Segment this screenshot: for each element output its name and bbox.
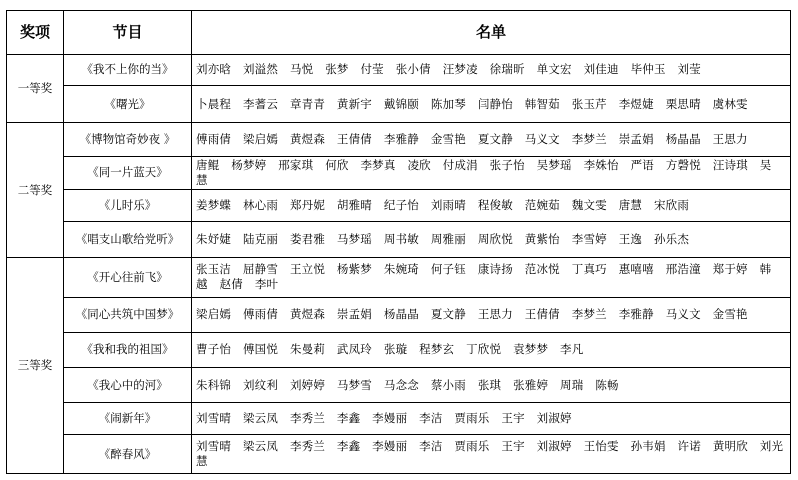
participant-name: 戴锦颐 <box>383 96 419 111</box>
participant-name: 单文宏 <box>536 62 572 77</box>
participant-name: 吴慧 <box>196 157 772 187</box>
participant-name: 王思力 <box>712 131 748 146</box>
participant-name: 李煜婕 <box>618 96 654 111</box>
names-cell <box>192 85 791 122</box>
program-cell: 《开心往前飞》 <box>64 258 192 298</box>
participant-name: 李梦兰 <box>571 131 607 146</box>
names-cell <box>192 156 791 189</box>
participant-name: 张玉洁 <box>196 262 232 277</box>
participant-name: 傅雨倩 <box>242 307 279 322</box>
award-list-table <box>6 10 791 474</box>
header-row <box>7 11 791 55</box>
participant-name: 李凡 <box>560 342 584 357</box>
participant-name: 张子怡 <box>489 157 525 172</box>
participant-name: 杨晶晶 <box>665 131 701 146</box>
participant-name: 陈畅 <box>595 377 619 392</box>
participant-name: 黄煜森 <box>289 131 326 146</box>
participant-name: 韩智茹 <box>524 96 560 111</box>
participant-name: 刘光慧 <box>196 439 784 469</box>
participant-name: 吴梦瑶 <box>536 157 572 172</box>
participant-name: 闫静怡 <box>477 96 513 111</box>
participant-name: 李秀兰 <box>289 411 326 426</box>
participant-name: 朱曼莉 <box>289 342 326 357</box>
participant-name: 唐鲲 <box>196 157 220 172</box>
participant-name: 李鑫 <box>336 439 361 454</box>
participant-name: 纪子怡 <box>383 197 419 212</box>
participant-name: 王宇 <box>501 439 525 454</box>
participant-name: 周书敏 <box>383 231 419 246</box>
participant-name: 刘莹 <box>677 62 701 77</box>
participant-name: 张小倩 <box>395 62 431 77</box>
participant-name: 周瑞 <box>560 377 584 392</box>
participant-name: 范婉茹 <box>524 197 560 212</box>
participant-name: 王倩倩 <box>336 131 373 146</box>
table-row <box>7 297 791 332</box>
participant-name: 王倩倩 <box>524 307 560 322</box>
participant-name: 马念念 <box>383 377 419 392</box>
program-cell: 《醉春风》 <box>64 435 192 474</box>
participant-name: 韩越 <box>196 262 772 292</box>
participant-name: 金雪艳 <box>430 131 466 146</box>
participant-name: 马义文 <box>524 131 560 146</box>
participant-name: 刘雪晴 <box>196 411 232 426</box>
program-cell: 《我心中的河》 <box>64 368 192 403</box>
participant-name: 王宇 <box>501 411 525 426</box>
participant-name: 郑丹妮 <box>289 197 326 212</box>
names-cell <box>192 332 791 367</box>
names-cell <box>192 189 791 221</box>
participant-name: 黄明欣 <box>712 439 748 454</box>
participant-name: 何欣 <box>325 157 349 172</box>
participant-name: 刘雨晴 <box>430 197 466 212</box>
participant-name: 刘婷婷 <box>289 377 326 392</box>
program-cell: 《我不上你的当》 <box>64 55 192 86</box>
names-cell <box>192 368 791 403</box>
participant-name: 林心雨 <box>242 197 279 212</box>
participant-name: 宋欣雨 <box>653 197 690 212</box>
participant-name: 崇孟娟 <box>618 131 654 146</box>
participant-name: 李雅静 <box>383 131 419 146</box>
participant-name: 陈加琴 <box>430 96 466 111</box>
participant-name: 周欣悦 <box>477 231 513 246</box>
participant-name: 武凤玲 <box>336 342 373 357</box>
participant-name: 娄君雅 <box>289 231 326 246</box>
participant-name: 丁欣悦 <box>466 342 502 357</box>
participant-name: 栗思晴 <box>665 96 701 111</box>
participant-name: 刘溢然 <box>242 62 279 77</box>
names-cell <box>192 403 791 435</box>
table-row <box>7 403 791 435</box>
participant-name: 梁云凤 <box>242 439 279 454</box>
participant-name: 范冰悦 <box>524 262 560 277</box>
table-row <box>7 221 791 257</box>
participant-name: 刘淑婷 <box>536 439 572 454</box>
names-cell <box>192 55 791 86</box>
participant-name: 李洁 <box>419 411 443 426</box>
participant-name: 许诺 <box>677 439 701 454</box>
names-cell <box>192 258 791 298</box>
participant-name: 章青青 <box>289 96 326 111</box>
participant-name: 梁启嫣 <box>196 307 232 322</box>
participant-name: 刘亦晗 <box>196 62 232 77</box>
participant-name: 张琪 <box>477 377 502 392</box>
participant-name: 郑于婷 <box>712 262 748 277</box>
participant-name: 凌欣 <box>407 157 431 172</box>
participant-name: 张梦 <box>325 62 349 77</box>
participant-name: 胡雅晴 <box>336 197 373 212</box>
program-cell: 《同一片蓝天》 <box>64 156 192 189</box>
participant-name: 惠嘻嘻 <box>618 262 654 277</box>
names-cell <box>192 297 791 332</box>
participant-name: 李蓍云 <box>242 96 279 111</box>
participant-name: 孙韦娟 <box>630 439 666 454</box>
participant-name: 李姝怡 <box>583 157 619 172</box>
participant-name: 周雅丽 <box>430 231 466 246</box>
program-cell: 《博物馆奇妙夜 》 <box>64 123 192 156</box>
participant-name: 李雪婷 <box>571 231 607 246</box>
participant-name: 姜梦蝶 <box>196 197 232 212</box>
participant-name: 汪诗琪 <box>712 157 748 172</box>
participant-name: 付成涓 <box>442 157 478 172</box>
participant-name: 魏文雯 <box>571 197 607 212</box>
participant-name: 马梦瑶 <box>336 231 373 246</box>
participant-name: 屈静雪 <box>242 262 279 277</box>
award-level-cell: 一等奖 <box>7 55 64 123</box>
participant-name: 虞林雯 <box>712 96 748 111</box>
participant-name: 王立悦 <box>289 262 326 277</box>
program-cell: 《唱支山歌给党听》 <box>64 221 192 257</box>
header-award: 奖项 <box>7 11 64 55</box>
participant-name: 李梦兰 <box>571 307 607 322</box>
table-row <box>7 189 791 221</box>
participant-name: 张雅婷 <box>513 377 549 392</box>
participant-name: 李梦真 <box>360 157 396 172</box>
participant-name: 梁启嫣 <box>242 131 279 146</box>
participant-name: 马义文 <box>665 307 701 322</box>
names-cell <box>192 221 791 257</box>
table-row <box>7 156 791 189</box>
header-program: 节目 <box>64 11 192 55</box>
participant-name: 刘纹利 <box>242 377 279 392</box>
participant-name: 李鑫 <box>336 411 361 426</box>
participant-name: 陆克丽 <box>242 231 279 246</box>
participant-name: 刘佳迪 <box>583 62 619 77</box>
header-names: 名单 <box>192 11 791 55</box>
participant-name: 刘淑婷 <box>536 411 572 426</box>
participant-name: 孙乐杰 <box>653 231 690 246</box>
program-cell: 《同心共筑中国梦》 <box>64 297 192 332</box>
program-cell: 《曙光》 <box>64 85 192 122</box>
participant-name: 何子钰 <box>430 262 466 277</box>
participant-name: 丁真巧 <box>571 262 607 277</box>
participant-name: 李嫚丽 <box>372 439 408 454</box>
participant-name: 毕仲玉 <box>630 62 666 77</box>
program-cell: 《我和我的祖国》 <box>64 332 192 367</box>
participant-name: 邢家琪 <box>278 157 314 172</box>
table-body <box>7 55 791 474</box>
participant-name: 刘雪晴 <box>196 439 232 454</box>
participant-name: 李嫚丽 <box>372 411 408 426</box>
participant-name: 汪梦凌 <box>442 62 478 77</box>
participant-name: 王逸 <box>618 231 643 246</box>
table-row <box>7 55 791 86</box>
participant-name: 赵倩 <box>219 277 243 292</box>
participant-name: 邢浩潼 <box>665 262 701 277</box>
participant-name: 马梦雪 <box>336 377 373 392</box>
program-cell: 《儿时乐》 <box>64 189 192 221</box>
participant-name: 程俊敏 <box>477 197 513 212</box>
participant-name: 李洁 <box>419 439 443 454</box>
participant-name: 傅国悦 <box>242 342 279 357</box>
participant-name: 崇孟娟 <box>336 307 373 322</box>
participant-name: 杨晶晶 <box>383 307 419 322</box>
table-row <box>7 435 791 474</box>
participant-name: 李秀兰 <box>289 439 326 454</box>
participant-name: 张玉芹 <box>571 96 607 111</box>
table-row <box>7 258 791 298</box>
participant-name: 傅雨倩 <box>196 131 232 146</box>
participant-name: 徐瑞昕 <box>489 62 525 77</box>
participant-name: 夏文静 <box>430 307 466 322</box>
participant-name: 黄煜森 <box>289 307 326 322</box>
participant-name: 杨梦婷 <box>231 157 267 172</box>
participant-name: 张璇 <box>383 342 408 357</box>
participant-name: 卜晨程 <box>196 96 232 111</box>
participant-name: 严语 <box>630 157 654 172</box>
table-row <box>7 332 791 367</box>
participant-name: 康诗扬 <box>477 262 513 277</box>
participant-name: 杨紫梦 <box>336 262 373 277</box>
participant-name: 朱妤婕 <box>196 231 232 246</box>
participant-name: 唐慧 <box>618 197 643 212</box>
program-cell: 《闹新年》 <box>64 403 192 435</box>
participant-name: 黄紫怡 <box>524 231 560 246</box>
participant-name: 黄新宇 <box>336 96 373 111</box>
participant-name: 付莹 <box>360 62 384 77</box>
participant-name: 王思力 <box>477 307 513 322</box>
participant-name: 朱科锦 <box>196 377 232 392</box>
participant-name: 王怡雯 <box>583 439 619 454</box>
participant-name: 李叶 <box>254 277 279 292</box>
participant-name: 朱婉琦 <box>383 262 419 277</box>
participant-name: 方磬悦 <box>665 157 701 172</box>
participant-name: 曹子怡 <box>196 342 232 357</box>
participant-name: 贾雨乐 <box>454 411 490 426</box>
participant-name: 李雅静 <box>618 307 654 322</box>
participant-name: 马悦 <box>289 62 314 77</box>
names-cell <box>192 123 791 156</box>
participant-name: 贾雨乐 <box>454 439 490 454</box>
table-row <box>7 368 791 403</box>
participant-name: 夏文静 <box>477 131 513 146</box>
participant-name: 袁梦梦 <box>513 342 549 357</box>
participant-name: 程梦玄 <box>419 342 455 357</box>
participant-name: 金雪艳 <box>712 307 748 322</box>
names-cell <box>192 435 791 474</box>
award-level-cell: 二等奖 <box>7 123 64 258</box>
table-row <box>7 85 791 122</box>
table-row <box>7 123 791 156</box>
award-level-cell: 三等奖 <box>7 258 64 474</box>
participant-name: 梁云凤 <box>242 411 279 426</box>
participant-name: 蔡小雨 <box>430 377 466 392</box>
